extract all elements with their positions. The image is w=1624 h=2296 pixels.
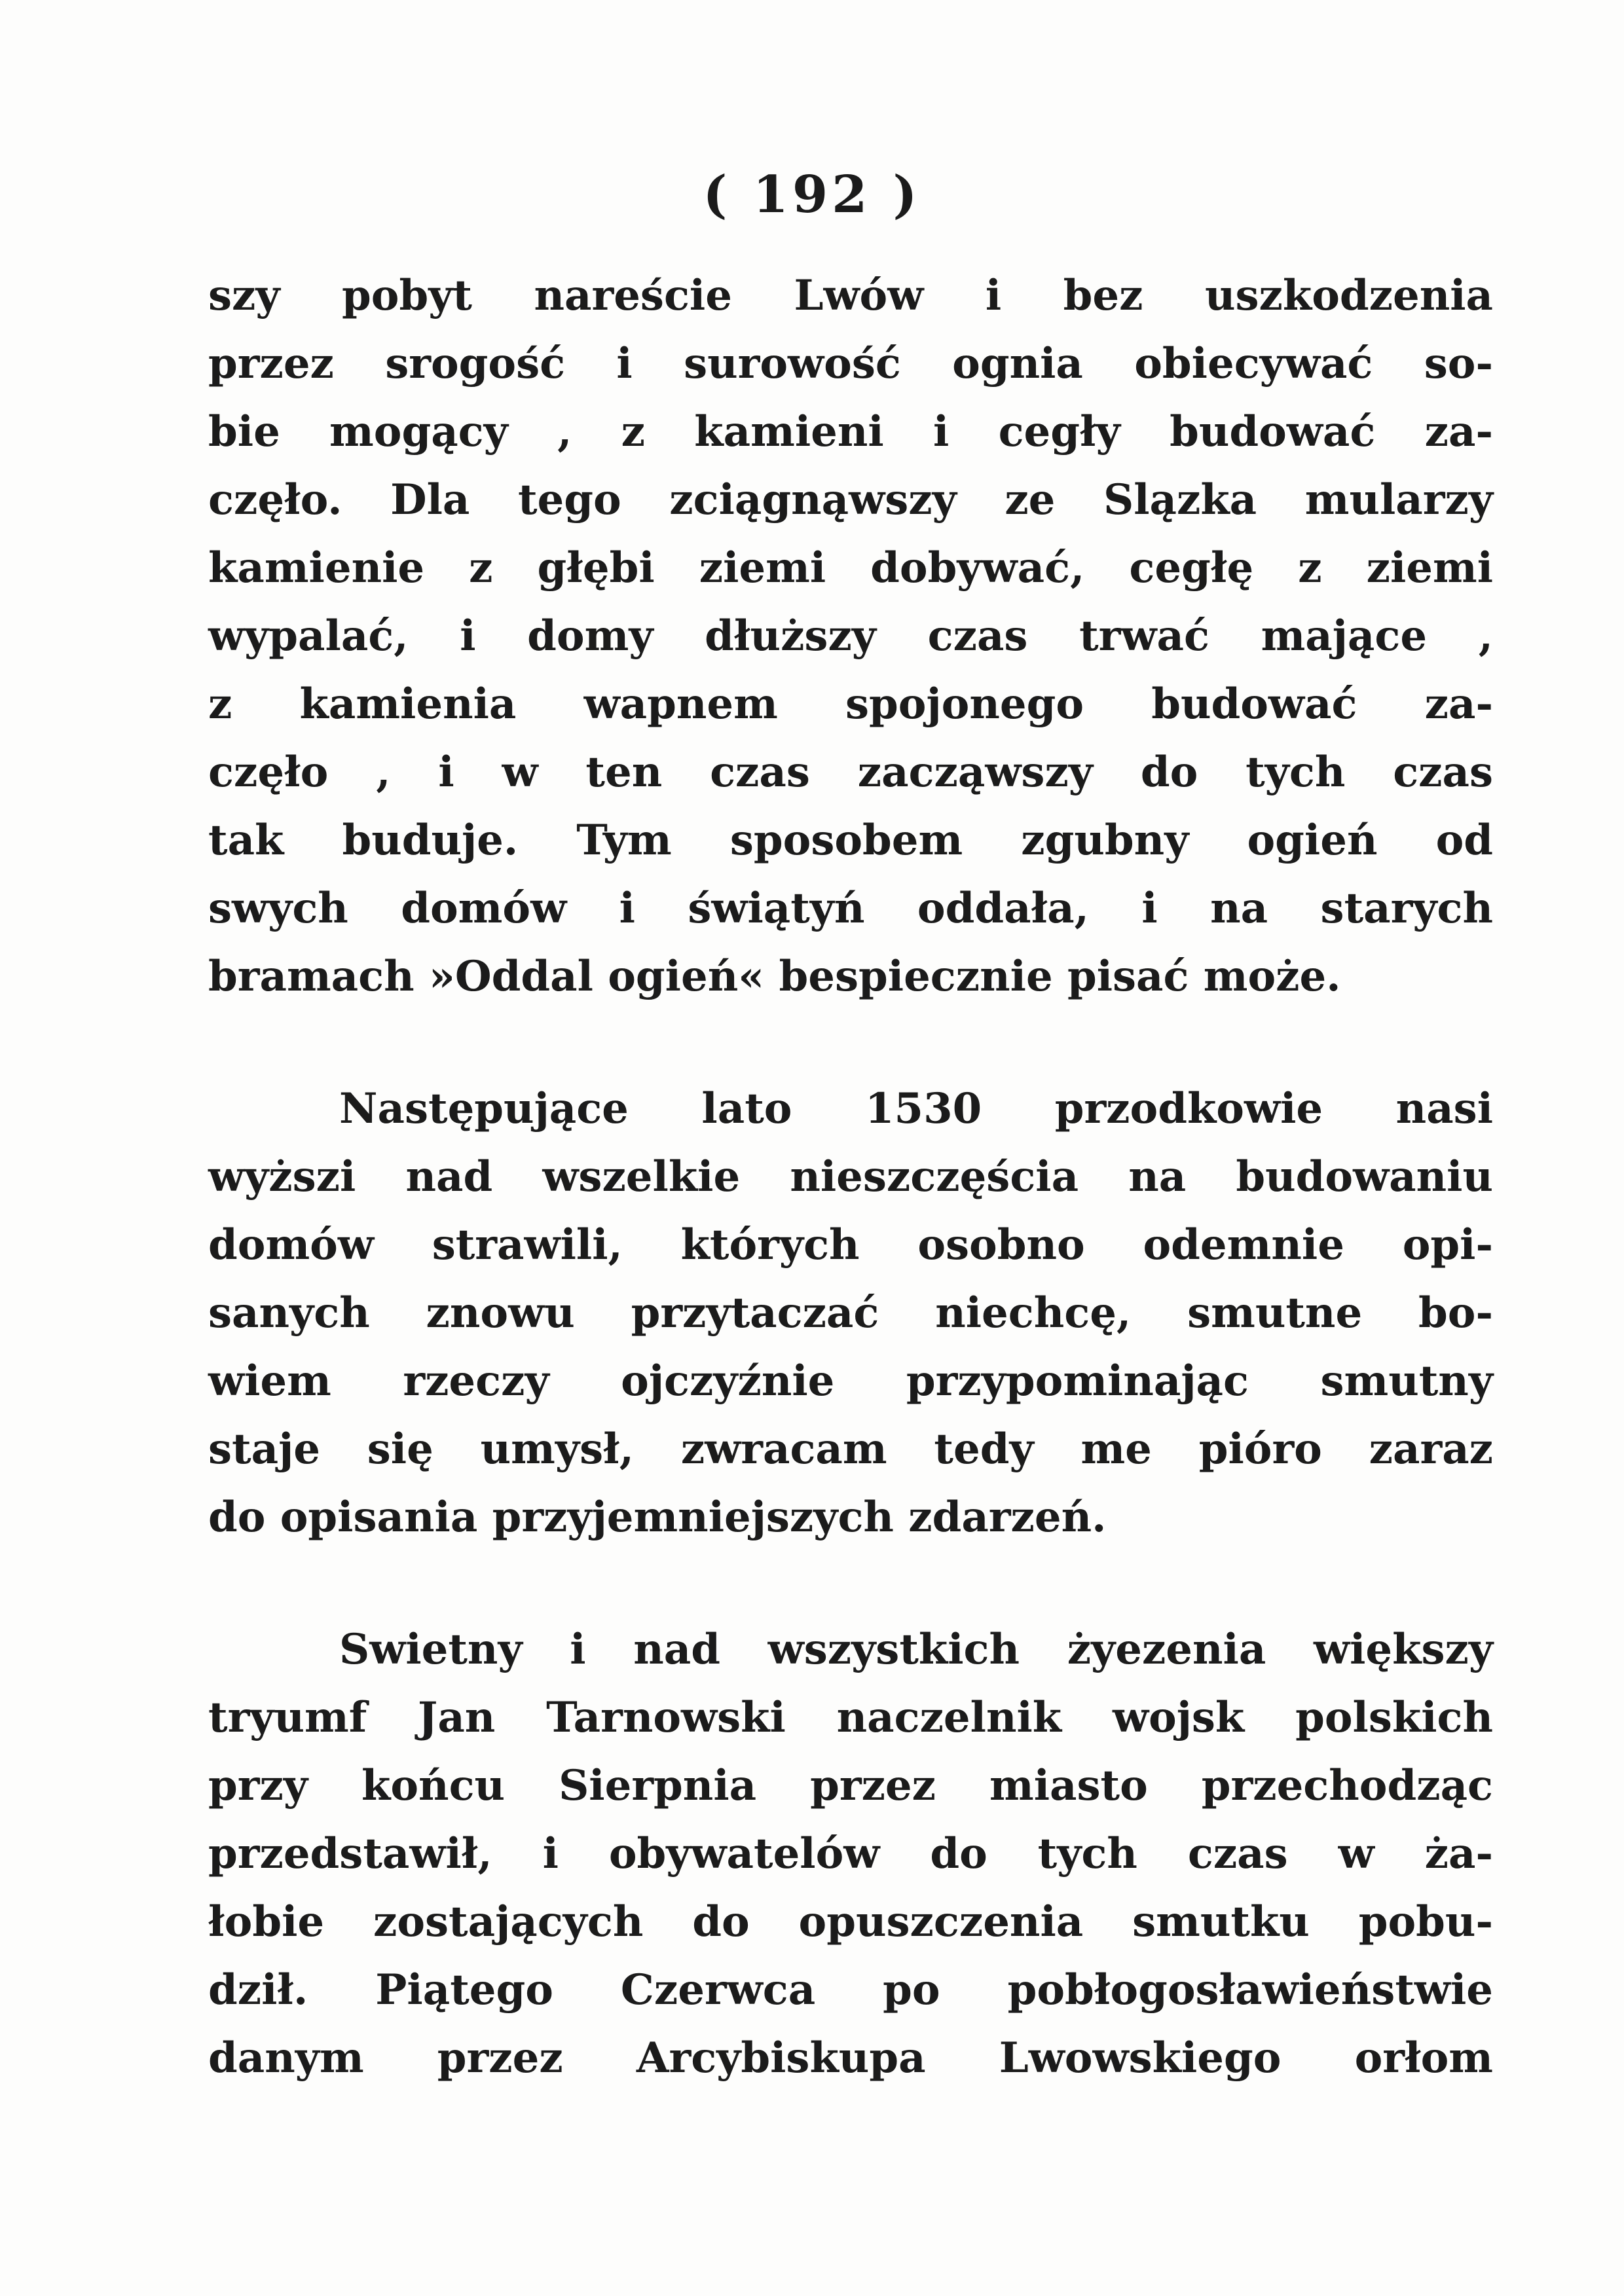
text-line: sanych znowu przytaczać niechcę, smutne bo- — [208, 1288, 1493, 1338]
text-line: domów strawili, których osobno odemnie opi- — [208, 1220, 1493, 1269]
text-line: wyższi nad wszelkie nieszczęścia na budowaniu — [208, 1152, 1493, 1201]
text-line: danym przez Arcybiskupa Lwowskiego orłom — [208, 2033, 1493, 2083]
text-line: wiem rzeczy ojczyźnie przypominając smutny — [208, 1357, 1493, 1406]
paragraph-gap — [208, 1552, 1493, 1616]
paragraph-gap — [208, 1011, 1493, 1075]
text-line: staje się umysł, zwracam tedy me pióro zaraz — [208, 1425, 1493, 1474]
text-line: przedstawił, i obywatelów do tych czas w ża- — [208, 1829, 1493, 1878]
text-line: częło. Dla tego zciągnąwszy ze Slązka mularzy — [208, 475, 1493, 524]
page-text — [208, 262, 1493, 2092]
text-line: do opisania przyjemniejszych zdarzeń. — [208, 1493, 1107, 1542]
page-number: ( 192 ) — [703, 165, 921, 225]
text-line: tryumf Jan Tarnowski naczelnik wojsk polskich — [208, 1693, 1493, 1742]
text-line: z kamienia wapnem spojonego budować za- — [208, 680, 1493, 729]
text-line: szy pobyt nareście Lwów i bez uszkodzenia — [208, 271, 1493, 320]
text-line: łobie zostających do opuszczenia smutku pobu- — [208, 1897, 1493, 1946]
text-line: przy końcu Sierpnia przez miasto przechodząc — [208, 1761, 1493, 1810]
text-line: swych domów i świątyń oddała, i na starych — [208, 884, 1493, 933]
text-line: Następujące lato 1530 przodkowie nasi — [339, 1084, 1493, 1133]
text-line: bie mogący , z kamieni i cegły budować za- — [208, 407, 1493, 456]
text-line: tak buduje. Tym sposobem zgubny ogień od — [208, 816, 1493, 865]
text-line: przez srogość i surowość ognia obiecywać so- — [208, 339, 1493, 388]
text-line: dził. Piątego Czerwca po pobłogosławieństwie — [208, 1965, 1493, 2014]
text-line: wypalać, i domy dłuższy czas trwać mające , — [208, 611, 1493, 661]
text-line: bramach »Oddal ogień« bespiecznie pisać może. — [208, 952, 1341, 1001]
text-line: Swietny i nad wszystkich żyezenia większy — [339, 1625, 1493, 1674]
text-line: kamienie z głębi ziemi dobywać, cegłę z ziemi — [208, 543, 1493, 592]
text-line: częło , i w ten czas zacząwszy do tych czas — [208, 748, 1493, 797]
